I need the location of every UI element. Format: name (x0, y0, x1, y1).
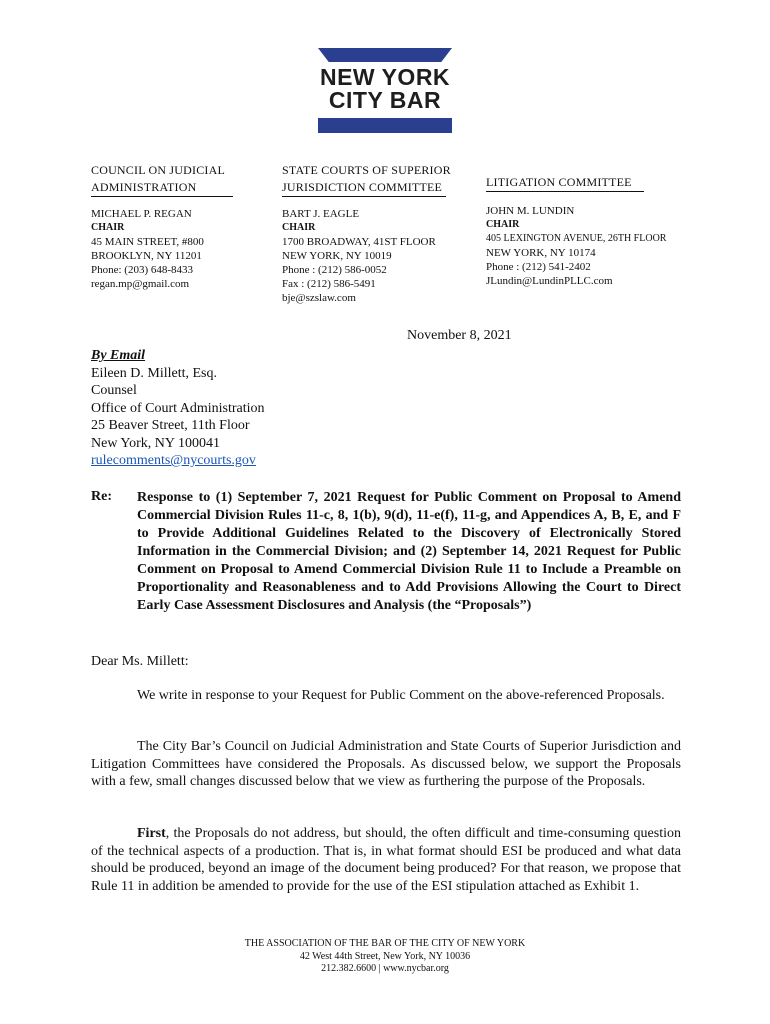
committee-heading-line: LITIGATION COMMITTEE (486, 174, 644, 192)
salutation: Dear Ms. Millett: (91, 654, 189, 669)
recipient-line: New York, NY 100041 (91, 435, 220, 451)
phone-line: Phone : (212) 586-0052 (282, 264, 387, 276)
chair-title: CHAIR (282, 222, 316, 233)
footer-contact: 212.382.6600 | www.nycbar.org (321, 963, 449, 974)
recipient-line: Eileen D. Millett, Esq. (91, 365, 217, 381)
body-paragraph: We write in response to your Request for Public Comment on the above-referenced Proposals. (137, 688, 665, 703)
recipient-line: 25 Beaver Street, 11th Floor (91, 418, 250, 433)
chair-name: JOHN M. LUNDIN (486, 205, 575, 217)
phone-line: Phone: (203) 648-8433 (91, 264, 194, 276)
recipient-line: Counsel (91, 383, 137, 398)
footer-address: 42 West 44th Street, New York, NY 10036 (299, 950, 471, 962)
email-line: JLundin@LundinPLLC.com (486, 275, 613, 287)
letterhead-footer (135, 938, 635, 976)
address-line: NEW YORK, NY 10174 (486, 247, 596, 259)
body-paragraph-first (91, 825, 681, 895)
committee-heading-line: ADMINISTRATION (91, 179, 233, 197)
footer-org-name: THE ASSOCIATION OF THE BAR OF THE CITY OF NEW YORK (244, 938, 526, 949)
body-paragraph: The City Bar’s Council on Judicial Administration and State Courts of Superior Jurisdiction and Litigation Committees have considered the Proposals. As discussed below, we support the Proposals with a few, small changes discussed below that we view as furthering the purpose of the Proposals. (91, 739, 681, 789)
chair-name: MICHAEL P. REGAN (91, 208, 192, 220)
address-line: BROOKLYN, NY 11201 (91, 250, 202, 262)
chair-title: CHAIR (486, 219, 520, 230)
recipient-email-link[interactable]: rulecomments@nycourts.gov (91, 453, 256, 468)
logo-line-2: CITY BAR (328, 87, 442, 113)
delivery-method: By Email (91, 348, 146, 363)
committee-heading-line: STATE COURTS OF SUPERIOR (282, 163, 451, 177)
first-text: , the Proposals do not address, but should, the often difficult and time-consuming question of the technical aspects of a production. That is, in what format should ESI be produced and what data should be produced, beyond an image of the document being produced? For that reason, we propose that Rule 11 in addition be amended to provide for the use of the ESI stipulation attached as Exhibit 1. (91, 826, 681, 894)
committee-column-2 (282, 162, 462, 305)
first-lead: First (137, 826, 166, 841)
re-subject: Response to (1) September 7, 2021 Request for Public Comment on Proposal to Amend Commercial Division Rules 11-c, 8, 1(b), 9(d), 11-e(f), 11-g, and Appendices A, B, E, and F to Provide Additional Guidelines Related to the Discovery of Electronically Stored Information in the Commercial Division; and (2) September 14, 2021 Request for Public Comment on Proposal to Amend Commercial Division Rule 11 to Include a Preamble on Proportionality and Reasonableness and to Add Provisions Allowing the Court to Direct Early Case Assessment Disclosures and Analysis (the “Proposals”) (137, 490, 681, 613)
email-line: bje@szslaw.com (282, 292, 356, 304)
phone-line: Phone : (212) 541-2402 (486, 261, 591, 273)
address-line: 405 LEXINGTON AVENUE, 26TH FLOOR (486, 233, 667, 244)
chair-title: CHAIR (91, 222, 125, 233)
email-line: regan.mp@gmail.com (91, 278, 190, 290)
recipient-line: Office of Court Administration (91, 400, 265, 416)
address-line: NEW YORK, NY 10019 (282, 250, 392, 262)
letter-date: November 8, 2021 (407, 328, 512, 343)
address-line: 1700 BROADWAY, 41ST FLOOR (282, 236, 436, 248)
committee-heading-line: COUNCIL ON JUDICIAL (91, 163, 226, 177)
logo-line-1: NEW YORK (319, 64, 451, 90)
logo-top-bar (318, 48, 452, 62)
recipient-block (91, 347, 391, 470)
re-label: Re: (91, 489, 112, 504)
committee-heading-line: JURISDICTION COMMITTEE (282, 179, 446, 197)
logo-bottom-bar (318, 118, 452, 133)
committee-column-3 (486, 174, 686, 288)
fax-line: Fax : (212) 586-5491 (282, 278, 376, 290)
city-bar-logo (318, 48, 452, 134)
committee-column-1 (91, 162, 241, 291)
address-line: 45 MAIN STREET, #800 (91, 236, 204, 248)
chair-name: BART J. EAGLE (282, 208, 360, 220)
